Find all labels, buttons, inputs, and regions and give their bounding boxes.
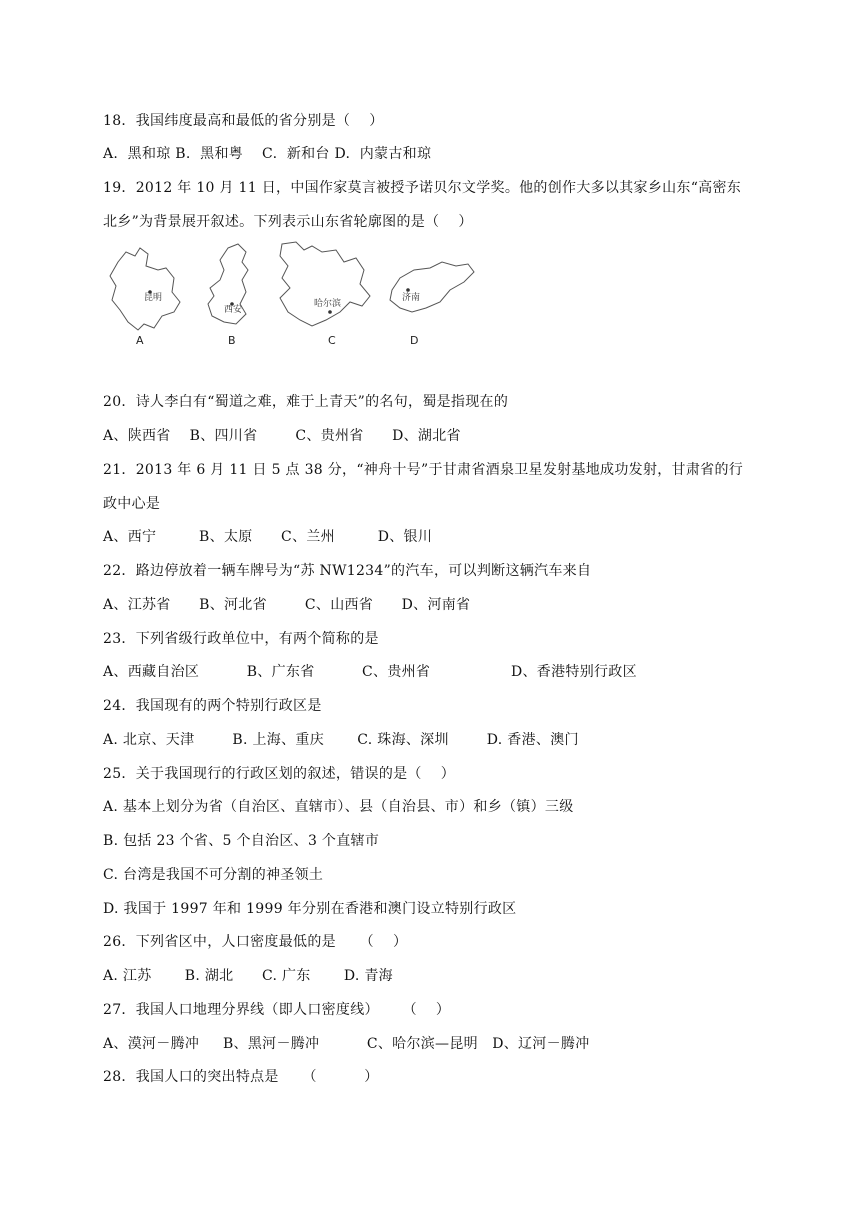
q26-stem: 26．下列省区中，人口密度最低的是 （ ） — [103, 934, 408, 950]
q25-option-c: C. 台湾是我国不可分割的神圣领土 — [103, 867, 324, 883]
q24-options: A. 北京、天津 B. 上海、重庆 C. 珠海、深圳 D. 香港、澳门 — [103, 732, 579, 748]
q20-stem: 20．诗人李白有“蜀道之难，难于上青天”的名句，蜀是指现在的 — [103, 394, 509, 410]
q21-stem-line1: 21．2013 年 6 月 11 日 5 点 38 分，“神舟十号”于甘肃省酒泉卫星发射基地成功发射，甘肃省的行 — [103, 462, 744, 478]
q26-options: A. 江苏 B. 湖北 C. 广东 D. 青海 — [103, 968, 393, 984]
map-c-dot — [328, 310, 332, 314]
q27-stem: 27．我国人口地理分界线（即人口密度线） （ ） — [103, 1002, 451, 1018]
province-outline-maps-svg — [100, 240, 480, 350]
map-d-letter: D — [410, 334, 419, 347]
q25-option-d: D. 我国于 1997 年和 1999 年分别在香港和澳门设立特别行政区 — [103, 901, 517, 917]
map-d-dot — [406, 288, 410, 292]
map-d-city: 济南 — [402, 293, 421, 303]
q24-stem: 24．我国现有的两个特别行政区是 — [103, 698, 322, 714]
map-a-outline — [110, 248, 180, 330]
map-c-letter: C — [328, 334, 336, 347]
map-c-city: 哈尔滨 — [314, 299, 342, 309]
map-b-city: 西安 — [224, 305, 243, 315]
map-d-outline — [390, 262, 474, 312]
map-a-city: 昆明 — [144, 293, 163, 303]
q25-stem: 25．关于我国现行的行政区划的叙述，错误的是（ ） — [103, 766, 456, 782]
q20-options: A、陕西省 B、四川省 C、贵州省 D、湖北省 — [103, 428, 461, 444]
q23-options: A、西藏自治区 B、广东省 C、贵州省 D、香港特别行政区 — [103, 664, 637, 680]
q22-stem: 22．路边停放着一辆车牌号为“苏 NW1234”的汽车，可以判断这辆汽车来自 — [103, 563, 592, 579]
q22-options: A、江苏省 B、河北省 C、山西省 D、河南省 — [103, 597, 471, 613]
map-b-letter: B — [228, 334, 236, 347]
q25-option-a: A. 基本上划分为省（自治区、直辖市）、县（自治县、市）和乡（镇）三级 — [103, 799, 574, 815]
q23-stem: 23．下列省级行政单位中，有两个简称的是 — [103, 631, 379, 647]
q19-stem-line2: 北乡”为背景展开叙述。下列表示山东省轮廓图的是（ ） — [103, 214, 473, 230]
q27-options: A、漠河－腾冲 B、黑河－腾冲 C、哈尔滨—昆明 D、辽河－腾冲 — [103, 1036, 590, 1052]
province-outline-maps — [100, 240, 480, 350]
q18-options: A. 黑和琼 B. 黑和粤 C. 新和台 D. 内蒙古和琼 — [103, 146, 432, 162]
q21-stem-line2: 政中心是 — [103, 496, 161, 512]
q28-stem: 28．我国人口的突出特点是 （ ） — [103, 1069, 379, 1085]
map-a-letter: A — [136, 334, 144, 347]
q21-options: A、西宁 B、太原 C、兰州 D、银川 — [103, 529, 433, 545]
q25-option-b: B. 包括 23 个省、5 个自治区、3 个直辖市 — [103, 833, 380, 849]
map-c-outline — [280, 242, 370, 326]
q18-stem: 18．我国纬度最高和最低的省分别是（ ） — [103, 113, 384, 129]
q19-stem-line1: 19．2012 年 10 月 11 日，中国作家莫言被授予诺贝尔文学奖。他的创作大多以其家乡山东“高密东 — [103, 180, 742, 196]
